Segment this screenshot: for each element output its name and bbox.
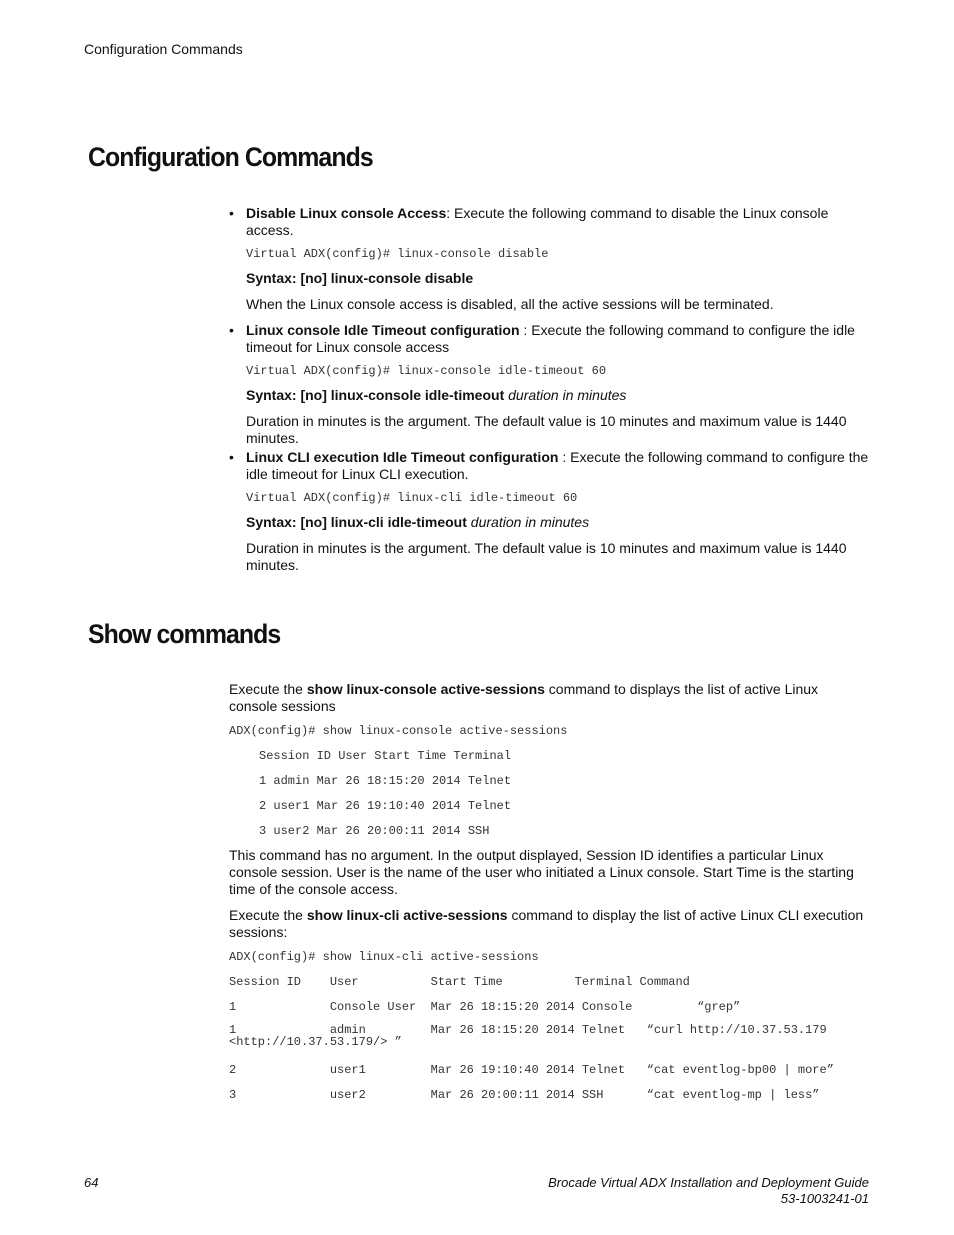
code-line: Virtual ADX(config)# linux-console idle-timeout 60: [246, 364, 607, 378]
footer-doc-info: [548, 1175, 869, 1207]
note-paragraph: Duration in minutes is the argument. The default value is 10 minutes and maximum value is 1440 minutes.: [246, 413, 847, 446]
cli-table-row: 2 user1 Mar 26 19:10:40 2014 Telnet “cat eventlog-bp00 | more”: [229, 1063, 834, 1077]
syntax-line: Syntax: [no] linux-console disable: [246, 270, 474, 286]
syntax-line: Syntax: [no] linux-cli idle-timeout duration in minutes: [246, 514, 590, 530]
intro-paragraph-2: Execute the show linux-cli active-sessions command to display the list of active Linux CLI execution sessions:: [229, 907, 864, 940]
page-number: 64: [84, 1175, 99, 1190]
bullet-icon: •: [229, 322, 234, 338]
item-1-text: Disable Linux console Access: Execute the following command to disable the Linux console access.: [246, 205, 829, 238]
console-output-line: 1 admin Mar 26 18:15:20 2014 Telnet: [259, 774, 512, 788]
console-output-line: Session ID User Start Time Terminal: [259, 749, 512, 763]
intro-paragraph-1: Execute the show linux-console active-sessions command to displays the list of active Linux console sessions: [229, 681, 819, 714]
item-2-text: Linux console Idle Timeout configuration : Execute the following command to configure the idle timeout for Linux console access: [246, 322, 855, 355]
bullet-icon: •: [229, 449, 234, 465]
running-head: Configuration Commands: [84, 41, 243, 57]
section-title-configuration: Configuration Commands: [88, 142, 373, 172]
cli-table-row: 3 user2 Mar 26 20:00:11 2014 SSH “cat eventlog-mp | less”: [229, 1088, 820, 1102]
code-line: ADX(config)# show linux-console active-sessions: [229, 724, 568, 738]
console-output-line: 3 user2 Mar 26 20:00:11 2014 SSH: [259, 824, 490, 838]
doc-title: Brocade Virtual ADX Installation and Deployment Guide: [548, 1175, 869, 1190]
syntax-line: Syntax: [no] linux-console idle-timeout duration in minutes: [246, 387, 627, 403]
code-line: Virtual ADX(config)# linux-console disable: [246, 247, 549, 261]
doc-number: 53-1003241-01: [780, 1191, 869, 1206]
code-line: ADX(config)# show linux-cli active-sessions: [229, 950, 539, 964]
cli-table-row: Session ID User Start Time Terminal Command: [229, 975, 690, 989]
note-paragraph: When the Linux console access is disabled, all the active sessions will be terminated.: [246, 296, 774, 312]
explain-paragraph: This command has no argument. In the output displayed, Session ID identifies a particular Linux console session. User is the name of the user who initiated a Linux console. Start Time is the starting time of the console access.: [229, 847, 854, 897]
bullet-icon: •: [229, 205, 234, 221]
note-paragraph: Duration in minutes is the argument. The default value is 10 minutes and maximum value is 1440 minutes.: [246, 540, 847, 573]
console-output-line: 2 user1 Mar 26 19:10:40 2014 Telnet: [259, 799, 512, 813]
code-line: Virtual ADX(config)# linux-cli idle-timeout 60: [246, 491, 578, 505]
section-title-show: Show commands: [88, 619, 281, 649]
item-3-text: Linux CLI execution Idle Timeout configuration : Execute the following command to configure the idle timeout for Linux CLI execution.: [246, 449, 869, 482]
cli-table-row: 1 Console User Mar 26 18:15:20 2014 Console “grep”: [229, 1000, 741, 1014]
cli-table-row: 1 admin Mar 26 18:15:20 2014 Telnet “curl http://10.37.53.179 <http://10.37.53.179/> ”: [229, 1023, 827, 1049]
